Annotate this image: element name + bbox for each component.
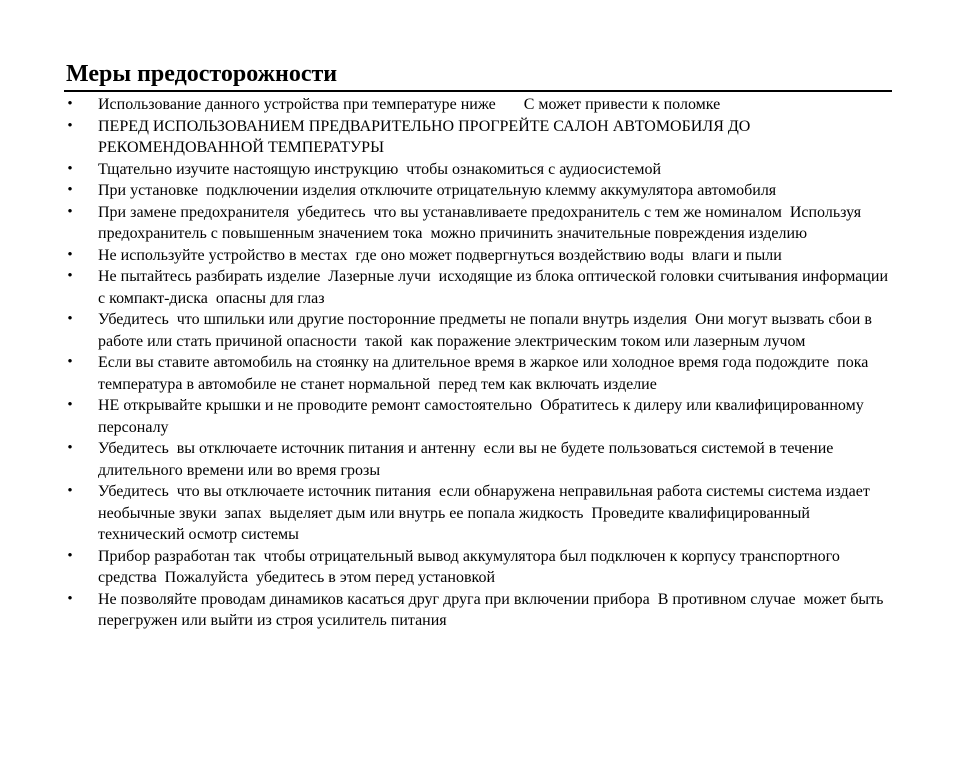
- page-title: Меры предосторожности: [64, 60, 892, 92]
- document-page: [64, 60, 892, 632]
- bullet-icon: •: [67, 182, 73, 198]
- list-item: [64, 589, 892, 632]
- list-item: [64, 395, 892, 438]
- list-item-text: Не используйте устройство в местах где оно может подвергнуться воздействию воды влаги и пыли: [98, 246, 782, 264]
- list-item-text: НЕ открывайте крышки и не проводите ремонт самостоятельно Обратитесь к дилеру или квалифицированному персоналу: [98, 397, 868, 436]
- bullet-icon: •: [67, 311, 73, 327]
- list-item-text: При замене предохранителя убедитесь что вы устанавливаете предохранитель с тем же номиналом Используя предохранитель с повышенным значением тока можно причинить значительные повреждения изделию: [98, 203, 866, 242]
- list-item: [64, 116, 892, 159]
- bullet-icon: •: [67, 354, 73, 370]
- list-item: [64, 309, 892, 352]
- bullet-icon: •: [67, 96, 73, 112]
- bullet-icon: •: [67, 590, 73, 607]
- list-item: [64, 94, 892, 116]
- list-item: [64, 352, 892, 395]
- list-item: [64, 438, 892, 481]
- list-item: [64, 159, 892, 181]
- list-item-text: Убедитесь что шпильки или другие посторонние предметы не попали внутрь изделия Они могут вызвать сбои в работе или стать причиной опасности такой как поражение электрическим током или лазерным лучом: [98, 311, 876, 350]
- bullet-icon: •: [67, 203, 73, 220]
- bullet-icon: •: [67, 440, 73, 456]
- list-item-text: Убедитесь вы отключаете источник питания и антенну если вы не будете пользоваться системой в течение длительного времени или во время грозы: [98, 440, 838, 479]
- list-item-text: Не пытайтесь разбирать изделие Лазерные лучи исходящие из блока оптической головки считывания информации с компакт-диска опасны для глаз: [98, 268, 893, 307]
- list-item: [64, 546, 892, 589]
- bullet-icon: •: [67, 160, 73, 177]
- list-item-text: Не позволяйте проводам динамиков касаться друг друга при включении прибора В противном случае может быть перегружен или выйти из строя усилитель питания: [98, 590, 888, 629]
- list-item-text: ПЕРЕД ИСПОЛЬЗОВАНИЕМ ПРЕДВАРИТЕЛЬНО ПРОГРЕЙТЕ САЛОН АВТОМОБИЛЯ ДО РЕКОМЕНДОВАННОЙ ТЕМПЕРАТУРЫ: [98, 117, 755, 156]
- list-item-text: Использование данного устройства при температуре ниже С может привести к поломке: [98, 96, 721, 113]
- bullet-icon: •: [67, 397, 73, 413]
- list-item-text: Прибор разработан так чтобы отрицательный вывод аккумулятора был подключен к корпусу транспортного средства Пожалуйста убедитесь в этом перед установкой: [98, 547, 844, 586]
- list-item-text: При установке подключении изделия отключите отрицательную клемму аккумулятора автомобиля: [98, 182, 777, 199]
- bullet-icon: •: [67, 268, 73, 284]
- list-item: [64, 245, 892, 267]
- list-item: [64, 202, 892, 245]
- bullet-icon: •: [67, 246, 73, 263]
- bullet-icon: •: [67, 483, 73, 499]
- list-item: [64, 481, 892, 546]
- list-item-text: Тщательно изучите настоящую инструкцию чтобы ознакомиться с аудиосистемой: [98, 160, 662, 178]
- list-item-text: Убедитесь что вы отключаете источник питания если обнаружена неправильная работа системы система издает необычные звуки запах выделяет дым или внутрь ее попала жидкость Проведите квалифицированный технический осмотр системы: [98, 483, 874, 543]
- bullet-icon: •: [67, 117, 73, 134]
- bullet-icon: •: [67, 547, 73, 564]
- list-item: [64, 266, 892, 309]
- list-item-text: Если вы ставите автомобиль на стоянку на длительное время в жаркое или холодное время года подождите пока температура в автомобиле не станет нормальной перед тем как включать изделие: [98, 354, 873, 393]
- precautions-list: [64, 94, 892, 632]
- list-item: [64, 180, 892, 202]
